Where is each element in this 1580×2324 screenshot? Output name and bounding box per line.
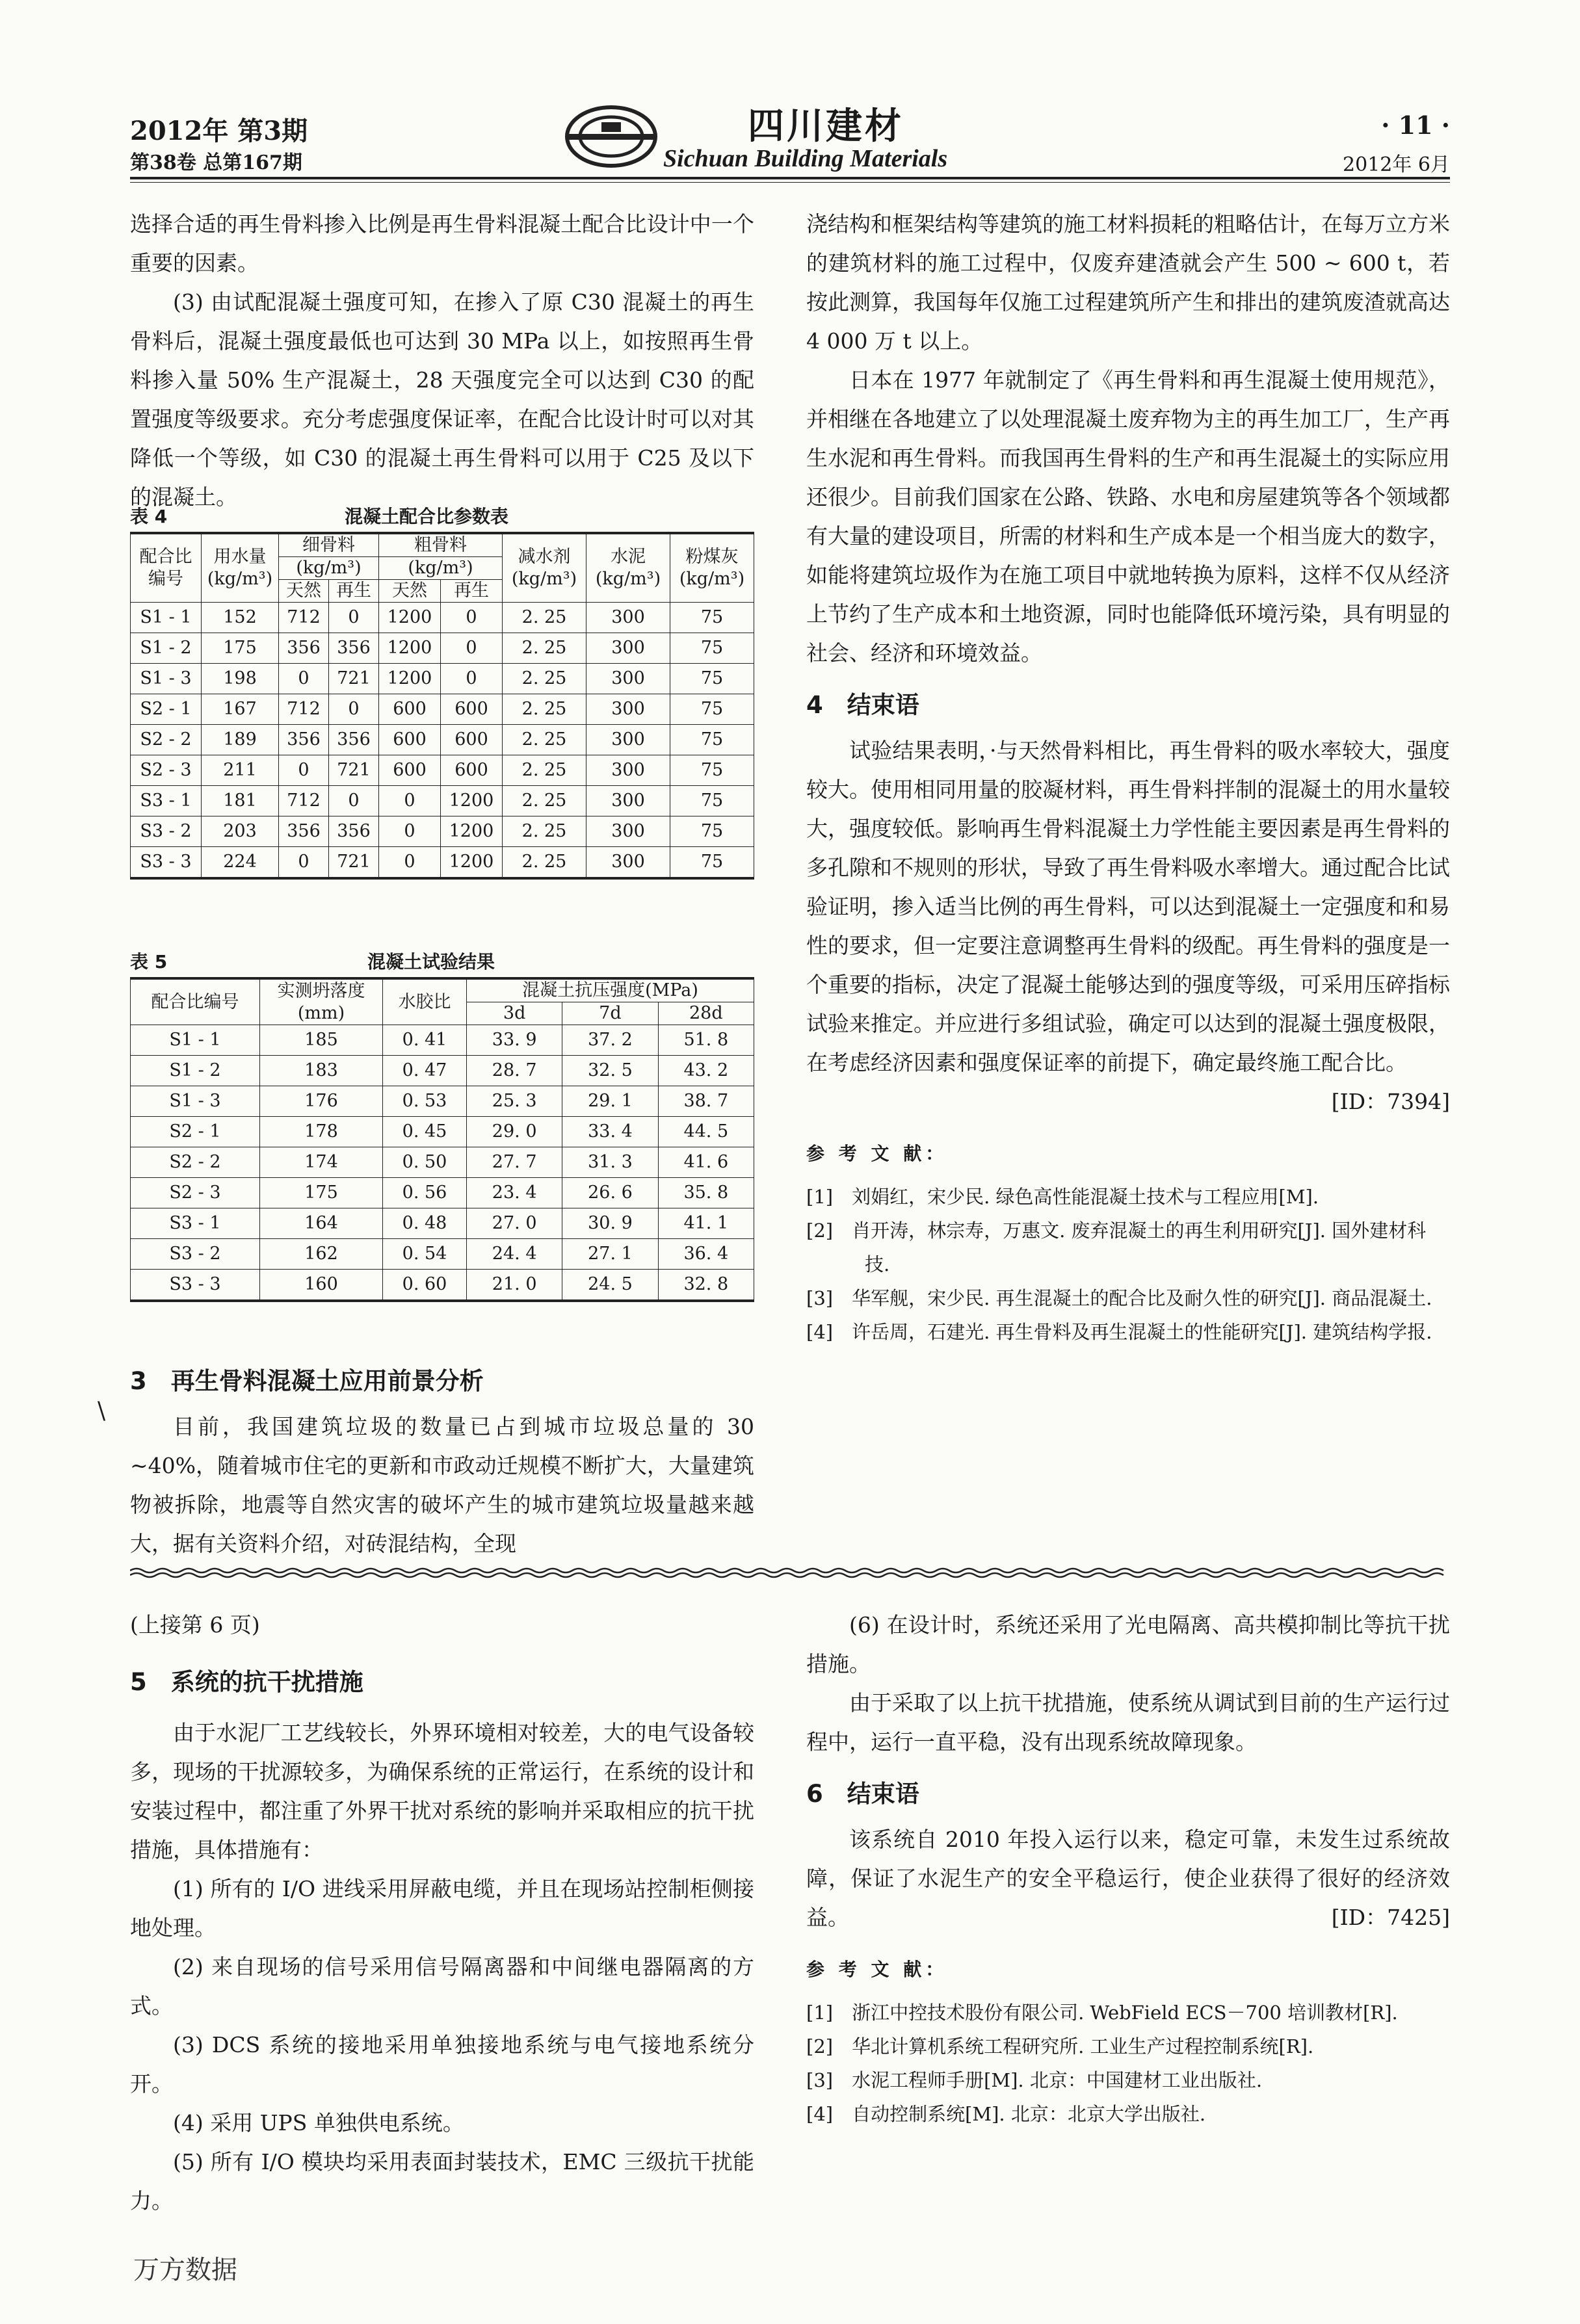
section-heading: 3 再生骨料混凝土应用前景分析: [130, 1367, 484, 1395]
table-cell: 43. 2: [658, 1056, 754, 1086]
paragraph: 浇结构和框架结构等建筑的施工材料损耗的粗略估计，在每万立方米的建筑材料的施工过程中，仅废弃建渣就会产生 500 ~ 600 t，若按此测算，我国每年仅施工过程建筑所产生和排出的建筑废渣就高达 4 000 万 t 以上。: [806, 211, 1450, 354]
table-row: [131, 1147, 754, 1178]
th-cement: 水泥: [611, 547, 646, 567]
reference-item: [3] 水泥工程师手册[M]. 北京：中国建材工业出版社.: [806, 2069, 1263, 2091]
table-cell: 2. 25: [503, 816, 586, 847]
table-cell: 26. 6: [562, 1178, 658, 1208]
reference-item: [2] 肖开涛，林宗寿，万惠文. 废弃混凝土的再生利用研究[J]. 国外建材科技.: [806, 1220, 1427, 1275]
table-cell: 0: [279, 847, 329, 879]
table-cell: S2 - 2: [131, 1147, 260, 1178]
issue-label: 2012年 第3期: [130, 116, 308, 146]
table-cell: 0: [329, 786, 379, 816]
table-cell: S3 - 3: [131, 847, 202, 879]
table-row: [131, 633, 754, 664]
table-cell: 75: [670, 725, 754, 755]
table-cell: 30. 9: [562, 1208, 658, 1239]
table-cell: 356: [329, 633, 379, 664]
table-cell: S3 - 3: [131, 1270, 260, 1301]
paragraph: (3) 由试配混凝土强度可知，在掺入了原 C30 混凝土的再生骨料后，混凝土强度最低也可达到 30 MPa 以上，如按照再生骨料掺入量 50% 生产混凝土，28 天强度完全可以达到 C30 的配置强度等级要求。充分考虑强度保证率，在配合比设计时可以对其降低一个等级，如 C30 的混凝土再生骨料可以用于 C25 及以下的混凝土。: [130, 289, 754, 510]
article-id: [ID：7425]: [1331, 1905, 1450, 1930]
table-cell: 75: [670, 664, 754, 694]
table-cell: 27. 0: [467, 1208, 562, 1239]
table-cell: 0: [329, 694, 379, 725]
table-cell: 356: [279, 725, 329, 755]
table-cell: 0: [440, 603, 502, 633]
th-natural: 天然: [391, 581, 427, 601]
table-cell: 600: [379, 694, 441, 725]
table-row: [131, 1086, 754, 1117]
table-row: [131, 725, 754, 755]
table-cell: 300: [586, 633, 670, 664]
th-id: 配合比编号: [139, 547, 192, 589]
table-cell: 224: [202, 847, 279, 879]
table-row: [131, 1056, 754, 1086]
th-unit: (kg/m³): [511, 569, 577, 589]
table-cell: 24. 5: [562, 1270, 658, 1301]
table-cell: 23. 4: [467, 1178, 562, 1208]
th-28d: 28d: [689, 1003, 723, 1023]
table-cell: 167: [202, 694, 279, 725]
table-cell: 1200: [440, 847, 502, 879]
table-cell: 0: [379, 786, 441, 816]
table-row: [131, 1117, 754, 1147]
left-column-top: [130, 205, 754, 517]
list-item: (3) DCS 系统的接地采用单独接地系统与电气接地系统分开。: [130, 2032, 754, 2096]
table-cell: 75: [670, 633, 754, 664]
header-rule: [130, 177, 1450, 179]
section-3: [130, 1355, 754, 1563]
table-cell: 600: [379, 755, 441, 786]
table-cell: 38. 7: [658, 1086, 754, 1117]
table-cell: 152: [202, 603, 279, 633]
table-cell: 75: [670, 847, 754, 879]
table-cell: 211: [202, 755, 279, 786]
table-cell: 2. 25: [503, 694, 586, 725]
table-cell: 2. 25: [503, 633, 586, 664]
table-row: [131, 603, 754, 633]
table-cell: 712: [279, 603, 329, 633]
table-cell: 600: [379, 725, 441, 755]
table-cell: 0: [379, 847, 441, 879]
table-cell: 75: [670, 694, 754, 725]
table-row: [131, 664, 754, 694]
table-cell: 0. 54: [383, 1239, 467, 1270]
th-coarse: 粗骨料: [414, 535, 467, 555]
th-recycled: 再生: [336, 581, 371, 601]
paragraph: 试验结果表明，·与天然骨料相比，再生骨料的吸水率较大，强度较大。使用相同用量的胶凝材料，再生骨料拌制的混凝土的用水量较大，强度较低。影响再生骨料混凝土力学性能主要因素是再生骨料的多孔隙和不规则的形状，导致了再生骨料吸水率增大。通过配合比试验证明，掺入适当比例的再生骨料，可以达到混凝土一定强度和和易性的要求，但一定要注意调整再生骨料的级配。再生骨料的强度是一个重要的指标，决定了混凝土能够达到的强度等级，可采用压碎指标试验来推定。并应进行多组试验，确定可以达到的混凝土强度极限，在考虑经济因素和强度保证率的前提下，确定最终施工配合比。: [806, 738, 1450, 1075]
table-cell: 0: [279, 664, 329, 694]
table-cell: S1 - 1: [131, 603, 202, 633]
th-3d: 3d: [503, 1003, 526, 1023]
table-cell: 721: [329, 755, 379, 786]
table4-title: 混凝土配合比参数表: [345, 506, 509, 527]
table-cell: 1200: [379, 603, 441, 633]
table-cell: 44. 5: [658, 1117, 754, 1147]
section-heading: 5 系统的抗干扰措施: [130, 1668, 363, 1696]
table-row: [131, 1239, 754, 1270]
table-cell: 164: [260, 1208, 383, 1239]
table-cell: 25. 3: [467, 1086, 562, 1117]
table-cell: 712: [279, 786, 329, 816]
footer-watermark: 万方数据: [133, 2255, 237, 2285]
table-cell: 27. 7: [467, 1147, 562, 1178]
table-cell: 0. 50: [383, 1147, 467, 1178]
table-cell: 174: [260, 1147, 383, 1178]
margin-mark: \: [98, 1398, 106, 1424]
references-list: [806, 1996, 1450, 2131]
table-row: [131, 1208, 754, 1239]
references-heading: 参 考 文 献：: [806, 1143, 948, 1164]
journal-logo-icon: [562, 103, 660, 171]
table-cell: 28. 7: [467, 1056, 562, 1086]
table-cell: 29. 1: [562, 1086, 658, 1117]
table-cell: S1 - 3: [131, 664, 202, 694]
table-cell: 75: [670, 603, 754, 633]
th-natural: 天然: [286, 581, 321, 601]
table-cell: S1 - 3: [131, 1086, 260, 1117]
table-cell: 203: [202, 816, 279, 847]
table-cell: 75: [670, 816, 754, 847]
table-row: [131, 847, 754, 879]
table4: [130, 532, 754, 880]
table-row: [131, 694, 754, 725]
table-cell: 75: [670, 786, 754, 816]
table-cell: 0: [440, 633, 502, 664]
list-item: (5) 所有 I/O 模块均采用表面封装技术，EMC 三级抗干扰能力。: [130, 2149, 754, 2213]
table-cell: 27. 1: [562, 1239, 658, 1270]
lower-right-column: [806, 1606, 1450, 2131]
table-cell: 300: [586, 816, 670, 847]
table-cell: 0. 53: [383, 1086, 467, 1117]
table-cell: 300: [586, 755, 670, 786]
lower-left-column: [130, 1606, 754, 2221]
th-unit: (kg/m³): [207, 569, 273, 589]
table-cell: 2. 25: [503, 755, 586, 786]
table-cell: 721: [329, 664, 379, 694]
journal-title-en: Sichuan Building Materials: [663, 145, 948, 172]
th-wb: 水胶比: [398, 991, 451, 1012]
table-cell: 2. 25: [503, 725, 586, 755]
table-cell: 37. 2: [562, 1025, 658, 1056]
table-cell: S2 - 1: [131, 1117, 260, 1147]
table-cell: 185: [260, 1025, 383, 1056]
table-cell: S3 - 2: [131, 1239, 260, 1270]
th-strength: 混凝土抗压强度(MPa): [522, 980, 698, 1000]
page-number: · 11 ·: [1381, 111, 1450, 140]
th-fine: 细骨料: [302, 535, 355, 555]
reference-item: [1] 刘娟红，宋少民. 绿色高性能混凝土技术与工程应用[M].: [806, 1186, 1319, 1208]
table-cell: 160: [260, 1270, 383, 1301]
paragraph: 选择合适的再生骨料掺入比例是再生骨料混凝土配合比设计中一个重要的因素。: [130, 211, 754, 276]
list-item: (1) 所有的 I/O 进线采用屏蔽电缆，并且在现场站控制柜侧接地处理。: [130, 1876, 754, 1940]
paragraph: 由于水泥厂工艺线较长，外界环境相对较差，大的电气设备较多，现场的干扰源较多，为确保系统的正常运行，在系统的设计和安装过程中，都注重了外界干扰对系统的影响并采取相应的抗干扰措施，具体措施有：: [130, 1720, 754, 1862]
table-cell: 600: [440, 755, 502, 786]
th-flyash: 粉煤灰: [685, 547, 739, 567]
table-cell: 0. 56: [383, 1178, 467, 1208]
table5-label: 表 5: [130, 951, 168, 973]
table-cell: S2 - 1: [131, 694, 202, 725]
table5: [130, 977, 754, 1302]
table-cell: 2. 25: [503, 664, 586, 694]
table-cell: 1200: [440, 816, 502, 847]
table-cell: 33. 4: [562, 1117, 658, 1147]
table-cell: S2 - 3: [131, 755, 202, 786]
table-cell: 181: [202, 786, 279, 816]
th-water: 用水量: [213, 547, 267, 567]
table-cell: 75: [670, 755, 754, 786]
table-cell: 198: [202, 664, 279, 694]
table-cell: 36. 4: [658, 1239, 754, 1270]
paragraph: 目前，我国建筑垃圾的数量已占到城市垃圾总量的 30 ~40%，随着城市住宅的更新和市政动迁规模不断扩大，大量建筑物被拆除，地震等自然灾害的破坏产生的城市建筑垃圾量越来越大，据有关资料介绍，对砖混结构，全现: [130, 1414, 754, 1556]
th-unit: (kg/m³): [408, 558, 473, 578]
article-id: [ID：7394]: [1331, 1089, 1450, 1114]
paragraph: 日本在 1977 年就制定了《再生骨料和再生混凝土使用规范》，并相继在各地建立了以处理混凝土废弃物为主的再生加工厂，生产再生水泥和再生骨料。而我国再生骨料的生产和再生混凝土的实际应用还很少。目前我们国家在公路、铁路、水电和房屋建筑等各个领域都有大量的建设项目，所需的材料和生产成本是一个相当庞大的数字，如能将建筑垃圾作为在施工项目中就地转换为原料，这样不仅从经济上节约了生产成本和土地资源，同时也能降低环境污染，具有明显的社会、经济和环境效益。: [806, 367, 1450, 666]
table-cell: S2 - 2: [131, 725, 202, 755]
table4-label: 表 4: [130, 506, 168, 527]
table-cell: 0: [379, 816, 441, 847]
table-cell: S1 - 2: [131, 1056, 260, 1086]
table-cell: 0. 47: [383, 1056, 467, 1086]
table-cell: S3 - 1: [131, 786, 202, 816]
issue-date: 2012年 6月: [1343, 153, 1450, 176]
table-cell: 300: [586, 847, 670, 879]
table-cell: 0: [440, 664, 502, 694]
table-cell: 33. 9: [467, 1025, 562, 1056]
table-cell: 300: [586, 786, 670, 816]
th-7d: 7d: [599, 1003, 622, 1023]
table-cell: 721: [329, 847, 379, 879]
table-cell: 356: [329, 816, 379, 847]
references-list: [806, 1180, 1450, 1349]
table-cell: 175: [260, 1178, 383, 1208]
reference-item: [3] 华军舰，宋少民. 再生混凝土的配合比及耐久性的研究[J]. 商品混凝土.: [806, 1287, 1432, 1309]
section-heading: 4 结束语: [806, 691, 919, 719]
table-cell: 600: [440, 725, 502, 755]
table-cell: 1200: [379, 633, 441, 664]
list-item: (2) 来自现场的信号采用信号隔离器和中间继电器隔离的方式。: [130, 1954, 754, 2018]
table-cell: 29. 0: [467, 1117, 562, 1147]
table-cell: 35. 8: [658, 1178, 754, 1208]
th-reducer: 减水剂: [518, 547, 571, 567]
table-cell: 0. 48: [383, 1208, 467, 1239]
table-cell: 41. 1: [658, 1208, 754, 1239]
table-cell: 356: [279, 816, 329, 847]
table-row: [131, 1178, 754, 1208]
table-cell: 178: [260, 1117, 383, 1147]
volume-label: 第38卷 总第167期: [130, 151, 302, 174]
table-cell: 32. 8: [658, 1270, 754, 1301]
table-cell: 24. 4: [467, 1239, 562, 1270]
table-cell: 0: [329, 603, 379, 633]
table-cell: 176: [260, 1086, 383, 1117]
list-item: (4) 采用 UPS 单独供电系统。: [173, 2110, 464, 2135]
list-item: (6) 在设计时，系统还采用了光电隔离、高共模抑制比等抗干扰措施。: [806, 1612, 1450, 1677]
table-cell: 2. 25: [503, 603, 586, 633]
table-cell: S1 - 1: [131, 1025, 260, 1056]
table-cell: 2. 25: [503, 786, 586, 816]
reference-item: [4] 自动控制系统[M]. 北京：北京大学出版社.: [806, 2103, 1206, 2125]
table-cell: 300: [586, 694, 670, 725]
section-heading: 6 结束语: [806, 1780, 919, 1808]
table-row: [131, 755, 754, 786]
continuation-note: (上接第 6 页): [130, 1612, 260, 1638]
table-cell: 31. 3: [562, 1147, 658, 1178]
table-cell: 712: [279, 694, 329, 725]
table-cell: S2 - 3: [131, 1178, 260, 1208]
table-cell: 0: [279, 755, 329, 786]
table-cell: 183: [260, 1056, 383, 1086]
table-cell: 300: [586, 664, 670, 694]
table-cell: 2. 25: [503, 847, 586, 879]
th-unit: (mm): [297, 1002, 345, 1023]
table-row: [131, 786, 754, 816]
table5-title: 混凝土试验结果: [367, 951, 495, 973]
table-cell: S3 - 1: [131, 1208, 260, 1239]
th-recycled: 再生: [453, 581, 489, 601]
th-unit: (kg/m³): [595, 569, 661, 589]
table-row: [131, 1270, 754, 1301]
journal-title-cn: 四川建材: [748, 105, 904, 148]
table-cell: 300: [586, 725, 670, 755]
table-cell: 175: [202, 633, 279, 664]
table-cell: S1 - 2: [131, 633, 202, 664]
table-cell: 162: [260, 1239, 383, 1270]
th-slump: 实测坍落度: [277, 980, 365, 1001]
paragraph: 该系统自 2010 年投入运行以来，稳定可靠，未发生过系统故障，保证了水泥生产的安全平稳运行，使企业获得了很好的经济效益。: [806, 1827, 1450, 1930]
table-cell: 41. 6: [658, 1147, 754, 1178]
reference-item: [4] 许岳周，石建光. 再生骨料及再生混凝土的性能研究[J]. 建筑结构学报.: [806, 1321, 1432, 1343]
table-cell: S3 - 2: [131, 816, 202, 847]
table-cell: 356: [279, 633, 329, 664]
table-row: [131, 1025, 754, 1056]
table-cell: 356: [329, 725, 379, 755]
table-cell: 600: [440, 694, 502, 725]
table-cell: 300: [586, 603, 670, 633]
th-unit: (kg/m³): [296, 558, 362, 578]
th-unit: (kg/m³): [679, 569, 745, 589]
section-divider: [130, 1567, 1450, 1578]
table-cell: 189: [202, 725, 279, 755]
table-cell: 21. 0: [467, 1270, 562, 1301]
table-cell: 0. 45: [383, 1117, 467, 1147]
reference-item: [1] 浙江中控技术股份有限公司. WebField ECS－700 培训教材[R].: [806, 2002, 1398, 2024]
table-cell: 0. 41: [383, 1025, 467, 1056]
table-cell: 32. 5: [562, 1056, 658, 1086]
references-heading: 参 考 文 献：: [806, 1959, 948, 1980]
table-cell: 51. 8: [658, 1025, 754, 1056]
paragraph: 由于采取了以上抗干扰措施，使系统从调试到目前的生产运行过程中，运行一直平稳，没有出现系统故障现象。: [806, 1690, 1450, 1755]
header-rule-thin: [130, 182, 1450, 183]
right-column-top: [806, 205, 1450, 1349]
table-row: [131, 816, 754, 847]
table-cell: 1200: [379, 664, 441, 694]
th-id: 配合比编号: [151, 991, 239, 1012]
reference-item: [2] 华北计算机系统工程研究所. 工业生产过程控制系统[R].: [806, 2035, 1314, 2057]
table-cell: 1200: [440, 786, 502, 816]
table-cell: 0. 60: [383, 1270, 467, 1301]
